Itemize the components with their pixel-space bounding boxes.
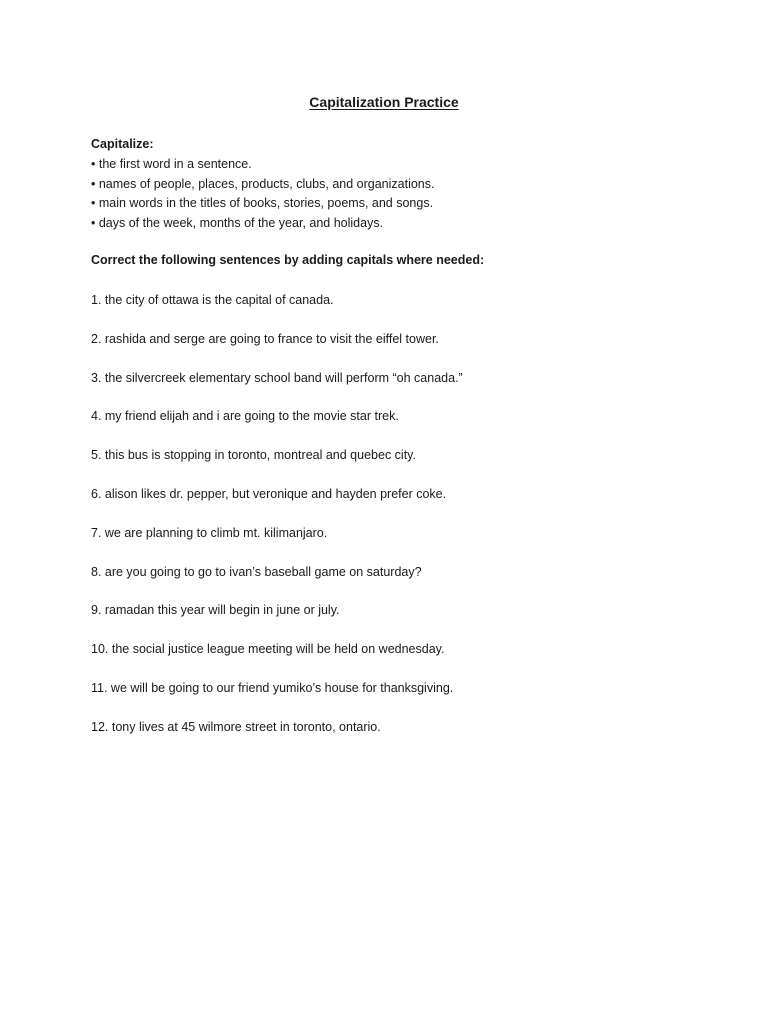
sentence-item: 10. the social justice league meeting will be held on wednesday. (91, 642, 445, 657)
sentence-item: 2. rashida and serge are going to france to visit the eiffel tower. (91, 331, 439, 346)
sentence-item: 4. my friend elijah and i are going to the movie star trek. (91, 409, 399, 424)
rule-item: • the first word in a sentence. (91, 157, 252, 171)
sentence-item: 7. we are planning to climb mt. kilimanjaro. (91, 525, 328, 540)
sentence-item: 11. we will be going to our friend yumiko’s house for thanksgiving. (91, 680, 454, 695)
rule-item: • days of the week, months of the year, and holidays. (91, 215, 384, 230)
page-title: Capitalization Practice (309, 94, 459, 110)
sentence-item: 8. are you going to go to ivan’s baseball game on saturday? (91, 564, 422, 579)
sentence-item: 9. ramadan this year will begin in june or july. (91, 603, 340, 618)
sentence-item: 5. this bus is stopping in toronto, montreal and quebec city. (91, 448, 416, 463)
rule-item: • names of people, places, products, clubs, and organizations. (91, 176, 435, 191)
sentence-item: 3. the silvercreek elementary school band will perform “oh canada.” (91, 370, 463, 385)
sentence-item: 1. the city of ottawa is the capital of canada. (91, 293, 334, 307)
sentence-item: 12. tony lives at 45 wilmore street in toronto, ontario. (91, 719, 381, 734)
rule-item: • main words in the titles of books, stories, poems, and songs. (91, 196, 434, 210)
capitalization-rules-list (91, 156, 434, 234)
sentence-item: 6. alison likes dr. pepper, but veronique and hayden prefer coke. (91, 486, 447, 501)
capitalize-heading: Capitalize: (91, 137, 154, 151)
practice-sentences-list (91, 292, 463, 758)
instruction-heading: Correct the following sentences by adding capitals where needed: (91, 253, 485, 267)
